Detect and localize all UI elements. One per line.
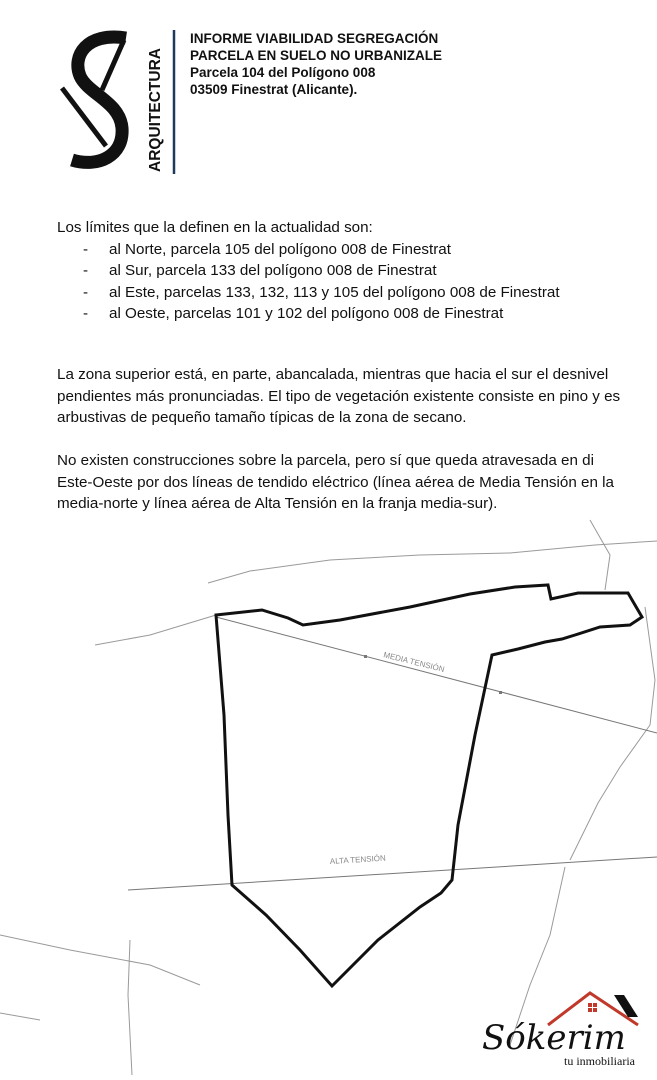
list-item xyxy=(57,239,657,261)
list-bullet: - xyxy=(83,240,89,258)
list-bullet: - xyxy=(83,262,89,279)
arquitectura-logo xyxy=(58,28,178,178)
list-item-text: al Oeste, parcelas 101 y 102 del polígono 008 de Finestrat xyxy=(109,305,504,322)
logo-vertical-text: ARQUITECTURA xyxy=(147,48,164,172)
paragraph-line: No existen construcciones sobre la parcela, pero sí que queda atravesada en di xyxy=(57,452,594,469)
list-item-text: al Norte, parcela 105 del polígono 008 de Finestrat xyxy=(109,240,451,258)
header-title: INFORME VIABILIDAD SEGREGACIÓN xyxy=(190,31,439,46)
parcel-boundary xyxy=(216,585,642,986)
double-s-monogram-icon xyxy=(62,37,126,162)
list-item xyxy=(57,282,657,304)
list-item-text: al Sur, parcela 133 del polígono 008 de Finestrat xyxy=(109,262,437,279)
paragraph-line: pendientes más pronunciadas. El tipo de vegetación existente consiste en pino y es xyxy=(57,387,621,405)
alta-tension-label: ALTA TENSIÓN xyxy=(329,853,387,866)
alta-tension-line xyxy=(128,854,657,890)
media-tension-line xyxy=(216,617,657,733)
paragraph-line: Este-Oeste por dos líneas de tendido eléctrico (línea aérea de Media Tensión en la xyxy=(57,473,614,491)
limits-list xyxy=(57,239,657,325)
watermark-tagline: tu inmobiliaria xyxy=(564,1054,635,1068)
document-header xyxy=(190,30,442,98)
paragraph-line: arbustivas de pequeño tamaño típicas de la zona de secano. xyxy=(57,409,467,426)
paragraph-power-lines xyxy=(57,450,657,515)
watermark-brand: Sókerim xyxy=(482,1018,626,1058)
sokerim-watermark xyxy=(478,985,653,1070)
header-address: 03509 Finestrat (Alicante). xyxy=(190,82,358,97)
limits-intro: Los límites que la definen en la actualidad son: xyxy=(57,219,373,236)
paragraph-line: La zona superior está, en parte, abancalada, mientras que hacia el sur el desnivel xyxy=(57,366,609,383)
list-item xyxy=(57,260,657,282)
paragraph-terrain xyxy=(57,364,657,429)
list-bullet: - xyxy=(83,305,89,322)
media-tension-label: MEDIA TENSIÓN xyxy=(382,650,446,675)
header-subtitle: PARCELA EN SUELO NO URBANIZALE xyxy=(190,48,443,63)
paragraph-line: media-norte y línea aérea de Alta Tensión en la franja media-sur). xyxy=(57,495,498,512)
header-parcel: Parcela 104 del Polígono 008 xyxy=(190,65,376,80)
list-bullet: - xyxy=(83,283,89,301)
list-item xyxy=(57,303,657,325)
list-item-text: al Este, parcelas 133, 132, 113 y 105 del polígono 008 de Finestrat xyxy=(109,283,560,301)
limits-section xyxy=(57,217,657,325)
